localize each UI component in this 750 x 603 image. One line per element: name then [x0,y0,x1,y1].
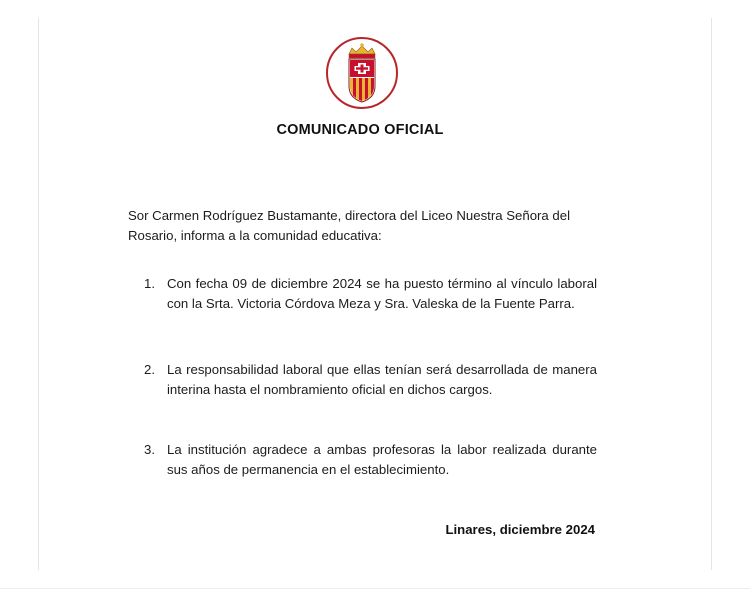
list-item-number: 2. [144,362,155,377]
page-edge-right [711,18,712,570]
school-crest-icon [325,36,399,110]
signature-line: Linares, diciembre 2024 [445,522,595,537]
list-item-text: La institución agradece a ambas profesoras la labor realizada durante sus años de permanencia en el establecimiento. [167,442,597,477]
bottom-divider [0,588,750,589]
list-item-text: Con fecha 09 de diciembre 2024 se ha puesto término al vínculo laboral con la Srta. Victoria Córdova Meza y Sra. Valeska de la Fuente Parra. [167,276,597,311]
list-item-number: 1. [144,276,155,291]
page-edge-left [38,18,39,570]
list-item-number: 3. [144,442,155,457]
intro-paragraph: Sor Carmen Rodríguez Bustamante, directora del Liceo Nuestra Señora del Rosario, informa a la comunidad educativa: [128,208,571,243]
page-title: COMUNICADO OFICIAL [276,122,444,138]
list-item-text: La responsabilidad laboral que ellas tenían será desarrollada de manera interina hasta el nombramiento oficial en dichos cargos. [167,362,597,397]
